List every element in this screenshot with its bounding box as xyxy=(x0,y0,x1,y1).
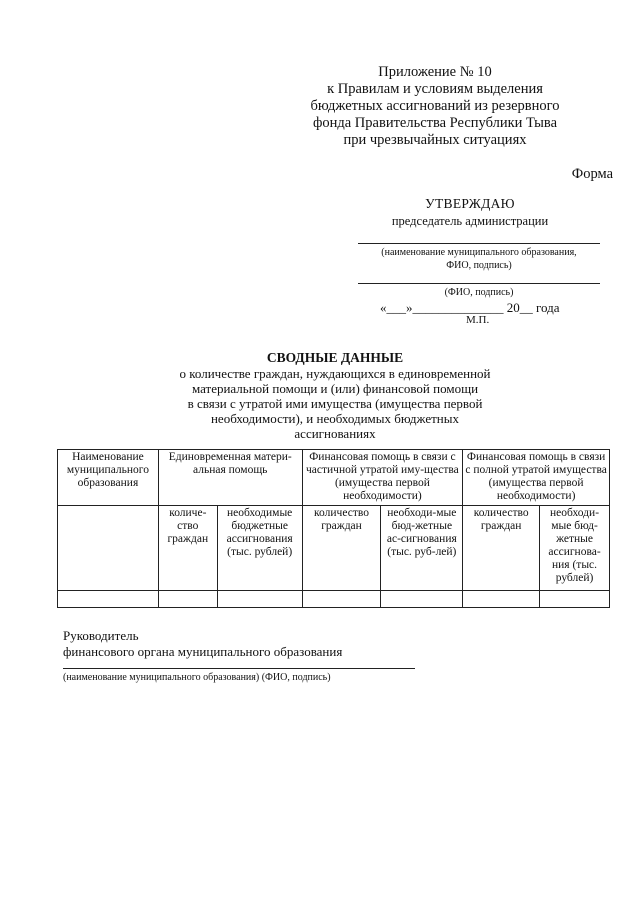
footer-signature-line xyxy=(63,668,415,669)
approval-date-line: «___»______________ 20__ года xyxy=(380,300,560,315)
subheader-budget: необходимые бюджетные ассигнования (тыс. рублей) xyxy=(217,506,302,591)
appendix-line: к Правилам и условиям выделения xyxy=(327,81,543,97)
footer-line: финансового органа муниципального образования xyxy=(63,644,343,659)
approval-caption-line: ФИО, подпись) xyxy=(446,260,512,271)
description-line: необходимости), и необходимых бюджетных ассигнованиях xyxy=(210,411,460,441)
table-cell xyxy=(302,591,381,608)
table-subheader-row xyxy=(58,506,610,591)
subheader-empty xyxy=(58,506,159,591)
footer-signatory xyxy=(63,628,342,660)
subheader-count: количество граждан xyxy=(463,506,540,591)
subheader-count: количество граждан xyxy=(302,506,381,591)
header-full-loss-aid: Финансовая помощь в связи с полной утратой имущества (имущества первой необходимости) xyxy=(463,450,610,506)
appendix-line: фонда Правительства Республики Тыва xyxy=(312,115,558,131)
header-one-time-aid: Единовременная матери-альная помощь xyxy=(158,450,302,506)
table-cell xyxy=(463,591,540,608)
table-cell xyxy=(158,591,217,608)
stamp-label: М.П. xyxy=(466,314,490,326)
subheader-budget: необходи-мые бюд-жетные ас-сигнования (тыс. руб-лей) xyxy=(381,506,463,591)
table-cell xyxy=(540,591,610,608)
header-municipality: Наименование муниципального образования xyxy=(58,450,159,506)
description-line: о количестве граждан, нуждающихся в единовременной xyxy=(179,366,491,381)
appendix-header xyxy=(300,64,570,149)
approval-title: УТВЕРЖДАЮ xyxy=(425,196,515,211)
appendix-number: Приложение № 10 xyxy=(378,64,492,80)
document-description xyxy=(170,366,500,441)
footer-line: Руководитель xyxy=(63,628,139,643)
appendix-line: при чрезвычайных ситуациях xyxy=(343,132,527,148)
table-cell xyxy=(58,591,159,608)
table-cell xyxy=(217,591,302,608)
approval-caption-line: (наименование муниципального образования, xyxy=(381,247,577,258)
description-line: в связи с утратой ими имущества (имущества первой xyxy=(187,396,483,411)
header-partial-loss-aid: Финансовая помощь в связи с частичной утратой иму-щества (имущества первой необходимости) xyxy=(302,450,463,506)
document-title: СВОДНЫЕ ДАННЫЕ xyxy=(266,350,404,365)
appendix-line: бюджетных ассигнований из резервного xyxy=(310,98,560,114)
summary-table xyxy=(57,449,610,608)
approval-caption xyxy=(358,246,600,272)
subheader-budget: необходи-мые бюд-жетные ассигнова-ния (тыс. рублей) xyxy=(540,506,610,591)
approval-block xyxy=(330,196,610,229)
table-row xyxy=(58,591,610,608)
approval-position: председатель администрации xyxy=(391,214,549,228)
approval-fio-caption: (ФИО, подпись) xyxy=(444,287,514,298)
footer-caption: (наименование муниципального образования) (ФИО, подпись) xyxy=(63,672,331,683)
description-line: материальной помощи и (или) финансовой помощи xyxy=(191,381,479,396)
approval-fio-line xyxy=(358,283,600,284)
table-header-row xyxy=(58,450,610,506)
subheader-count: количе-ство граждан xyxy=(158,506,217,591)
form-label: Форма xyxy=(571,166,613,182)
approval-signature-line xyxy=(358,243,600,244)
table-cell xyxy=(381,591,463,608)
